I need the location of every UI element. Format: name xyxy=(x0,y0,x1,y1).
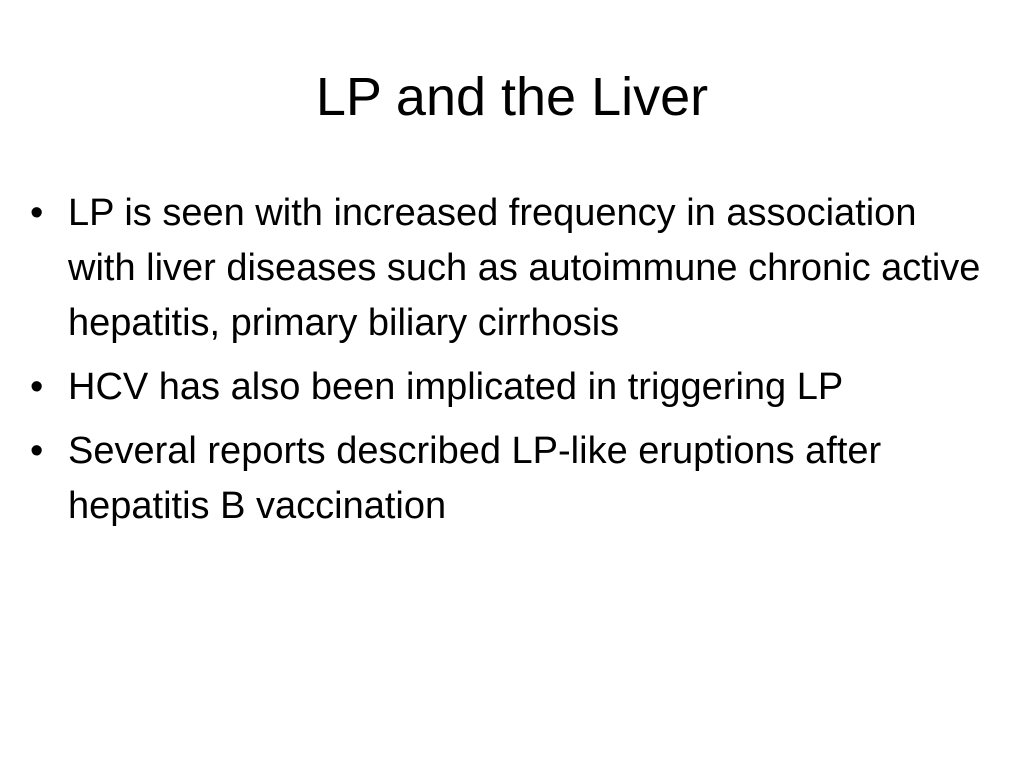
bullet-dot-icon: • xyxy=(30,192,44,234)
bullet-item xyxy=(30,360,990,415)
slide-title: LP and the Liver xyxy=(315,67,709,127)
bullet-text: LP is seen with increased frequency in association with liver diseases such as autoimmune chronic active hepatitis, primary biliary cirrhosis xyxy=(68,192,981,344)
bullet-dot-icon: • xyxy=(30,430,44,472)
bullet-dot-icon: • xyxy=(30,366,44,408)
bullet-item xyxy=(30,424,990,534)
bullet-list xyxy=(30,186,990,543)
bullet-text: HCV has also been implicated in triggering LP xyxy=(68,366,844,408)
bullet-text: Several reports described LP-like eruptions after hepatitis B vaccination xyxy=(68,430,882,527)
bullet-item xyxy=(30,186,990,351)
